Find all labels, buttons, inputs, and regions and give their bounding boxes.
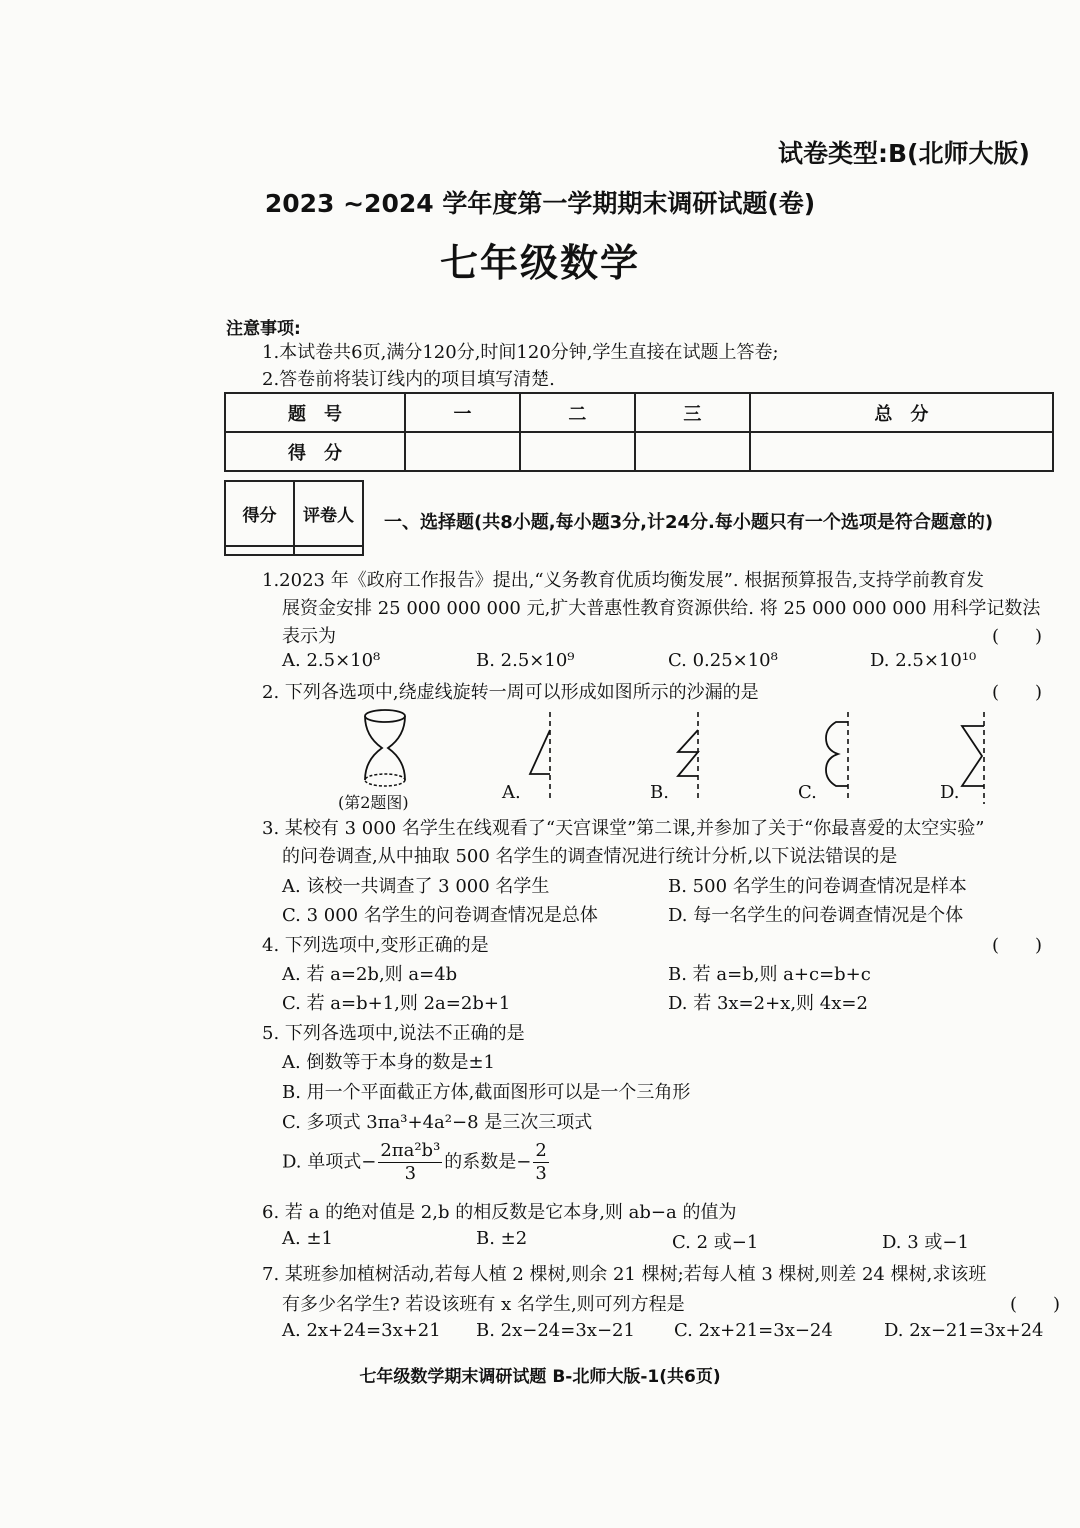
q7-answer-paren[interactable]: ( ) [1010,1294,1061,1315]
q3-line2: 的问卷调查,从中抽取 500 名学生的调查情况进行统计分析,以下说法错误的是 [282,846,898,867]
q1-option-d[interactable]: D. 2.5×10¹⁰ [870,650,977,671]
q7-line2: 有多少名学生? 若设该班有 x 名学生,则可列方程是 [282,1294,685,1315]
q4-option-d[interactable]: D. 若 3x=2+x,则 4x=2 [668,993,868,1014]
score-cell-2[interactable] [520,432,635,471]
q2-option-a[interactable]: A. [502,782,521,803]
q5-option-b[interactable]: B. 用一个平面截正方体,截面图形可以是一个三角形 [282,1082,691,1103]
grader-score-label: 得分 [225,481,294,546]
q3-option-b[interactable]: B. 500 名学生的问卷调查情况是样本 [668,876,967,897]
paper-type: 试卷类型:B(北师大版) [778,139,1030,168]
q7-line1: 7. 某班参加植树活动,若每人植 2 棵树,则余 21 棵树;若每人植 3 棵树,则差 24 棵树,求该班 [262,1264,987,1285]
grader-score-cell[interactable] [225,546,294,555]
score-cell-total[interactable] [750,432,1053,471]
q6-option-d[interactable]: D. 3 或−1 [882,1232,969,1253]
q3-option-c[interactable]: C. 3 000 名学生的问卷调查情况是总体 [282,905,598,926]
q3-line1: 3. 某校有 3 000 名学生在线观看了“天宫课堂”第二课,并参加了关于“你最喜爱的太空实验” [262,818,985,839]
q5-option-d[interactable] [282,1140,551,1185]
note-item-2: 2.答卷前将装订线内的项目填写清楚. [262,369,555,390]
section-1-heading: 一、选择题(共8小题,每小题3分,计24分.每小题只有一个选项是符合题意的) [384,512,994,533]
score-col-total: 总 分 [750,393,1053,432]
q4-answer-paren[interactable]: ( ) [992,935,1043,956]
q2-option-d[interactable]: D. [940,782,960,803]
q2-figure-caption: (第2题图) [338,793,409,812]
q5-d-fraction-2 [533,1140,548,1185]
q5-option-c[interactable]: C. 多项式 3πa³+4a²−8 是三次三项式 [282,1112,593,1133]
q2-answer-paren[interactable]: ( ) [992,682,1043,703]
q1-option-b[interactable]: B. 2.5×10⁹ [476,650,575,671]
q5-d-fraction [378,1140,442,1185]
q6-option-c[interactable]: C. 2 或−1 [672,1232,759,1253]
q2-option-b[interactable]: B. [650,782,669,803]
q4-option-b[interactable]: B. 若 a=b,则 a+c=b+c [668,964,871,985]
q7-option-d[interactable]: D. 2x−21=3x+24 [884,1320,1044,1341]
q1-line2: 展资金安排 25 000 000 000 元,扩大普惠性教育资源供给. 将 25 000 000 000 用科学记数法 [282,598,1041,619]
score-cell-1[interactable] [405,432,520,471]
q2-option-b-figure [668,712,712,802]
q5-d-prefix: D. 单项式− [282,1151,377,1173]
exam-title: 2023 ~2024 学年度第一学期期末调研试题(卷) [264,189,816,218]
grader-name-cell[interactable] [294,546,363,555]
q2-option-c-figure [816,712,860,802]
q6-stem: 6. 若 a 的绝对值是 2,b 的相反数是它本身,则 ab−a 的值为 [262,1202,737,1223]
score-col-1: 一 [405,393,520,432]
note-item-1: 1.本试卷共6页,满分120分,时间120分钟,学生直接在试题上答卷; [262,342,779,363]
q1-option-a[interactable]: A. 2.5×10⁸ [282,650,381,671]
q5-d-numerator-2: 2 [535,1140,547,1161]
q2-option-d-figure [958,712,998,804]
q5-stem: 5. 下列各选项中,说法不正确的是 [262,1023,525,1044]
subject-title: 七年级数学 [439,241,640,285]
q1-line3: 表示为 [282,626,336,647]
score-row-label: 得 分 [225,432,405,471]
q3-option-a[interactable]: A. 该校一共调查了 3 000 名学生 [282,876,550,897]
score-cell-3[interactable] [635,432,750,471]
q2-stem: 2. 下列各选项中,绕虚线旋转一周可以形成如图所示的沙漏的是 [262,682,759,703]
q5-d-denominator-2: 3 [535,1163,547,1184]
q7-option-a[interactable]: A. 2x+24=3x+21 [282,1320,441,1341]
q5-d-numerator: 2πa²b³ [380,1140,441,1161]
q6-option-a[interactable]: A. ±1 [282,1228,333,1249]
q7-option-c[interactable]: C. 2x+21=3x−24 [674,1320,833,1341]
q1-answer-paren[interactable]: ( ) [992,626,1043,647]
q2-option-c[interactable]: C. [798,782,817,803]
q5-d-denominator: 3 [404,1163,417,1184]
q3-option-d[interactable]: D. 每一名学生的问卷调查情况是个体 [668,905,964,926]
score-table-header-label: 题 号 [225,393,405,432]
hourglass-figure [350,706,420,792]
grader-name-label: 评卷人 [294,481,363,546]
q2-option-a-figure [520,712,560,802]
q1-line1: 1.2023 年《政府工作报告》提出,“义务教育优质均衡发展”. 根据预算报告,支持学前教育发 [262,570,984,591]
page-footer: 七年级数学期末调研试题 B-北师大版-1(共6页) [359,1367,721,1387]
q6-option-b[interactable]: B. ±2 [476,1228,528,1249]
q1-option-c[interactable]: C. 0.25×10⁸ [668,650,778,671]
q4-stem: 4. 下列选项中,变形正确的是 [262,935,489,956]
score-table [224,392,1054,472]
score-col-2: 二 [520,393,635,432]
q7-option-b[interactable]: B. 2x−24=3x−21 [476,1320,635,1341]
q5-d-middle: 的系数是− [444,1151,532,1173]
score-col-3: 三 [635,393,750,432]
q5-option-a[interactable]: A. 倒数等于本身的数是±1 [282,1052,495,1073]
q4-option-c[interactable]: C. 若 a=b+1,则 2a=2b+1 [282,993,511,1014]
q4-option-a[interactable]: A. 若 a=2b,则 a=4b [282,964,458,985]
grader-box [224,480,364,556]
notes-heading: 注意事项: [226,319,301,339]
